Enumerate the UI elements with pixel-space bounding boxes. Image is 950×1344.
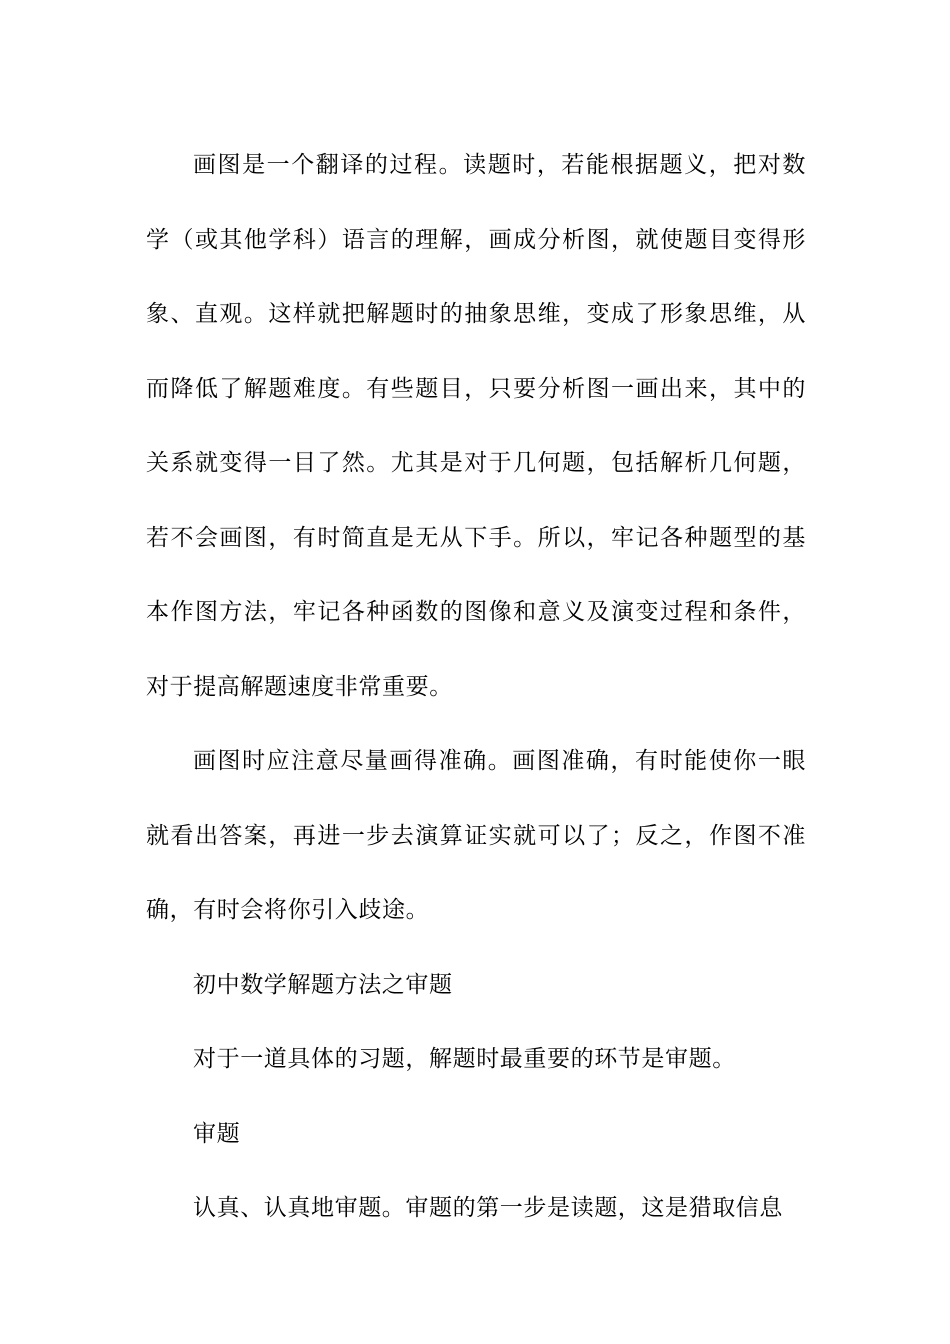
- section-heading-review: 初中数学解题方法之审题: [193, 971, 453, 998]
- subheading-review: 审题: [193, 1120, 241, 1147]
- paragraph-review-importance: 对于一道具体的习题，解题时最重要的环节是审题。: [193, 1046, 736, 1072]
- paragraph-drawing-accuracy: 画图时应注意尽量画得准确。画图准确，有时能使你一眼就看出答案，再进一步去演算证实就可以了；反之，作图不准确，有时会将你引入歧途。: [146, 748, 806, 923]
- paragraph-careful-review: 认真、认真地审题。审题的第一步是读题，这是猎取信息: [193, 1195, 783, 1221]
- paragraph-drawing-translation: 画图是一个翻译的过程。读题时，若能根据题义，把对数学（或其他学科）语言的理解，画成分析图，就使题目变得形象、直观。这样就把解题时的抽象思维，变成了形象思维，从而降低了解题难度。有些题目，只要分析图一画出来，其中的关系就变得一目了然。尤其是对于几何题，包括解析几何题，若不会画图，有时简直是无从下手。所以，牢记各种题型的基本作图方法，牢记各种函数的图像和意义及演变过程和条件，对于提高解题速度非常重要。: [146, 152, 806, 700]
- document-body: [146, 128, 806, 1246]
